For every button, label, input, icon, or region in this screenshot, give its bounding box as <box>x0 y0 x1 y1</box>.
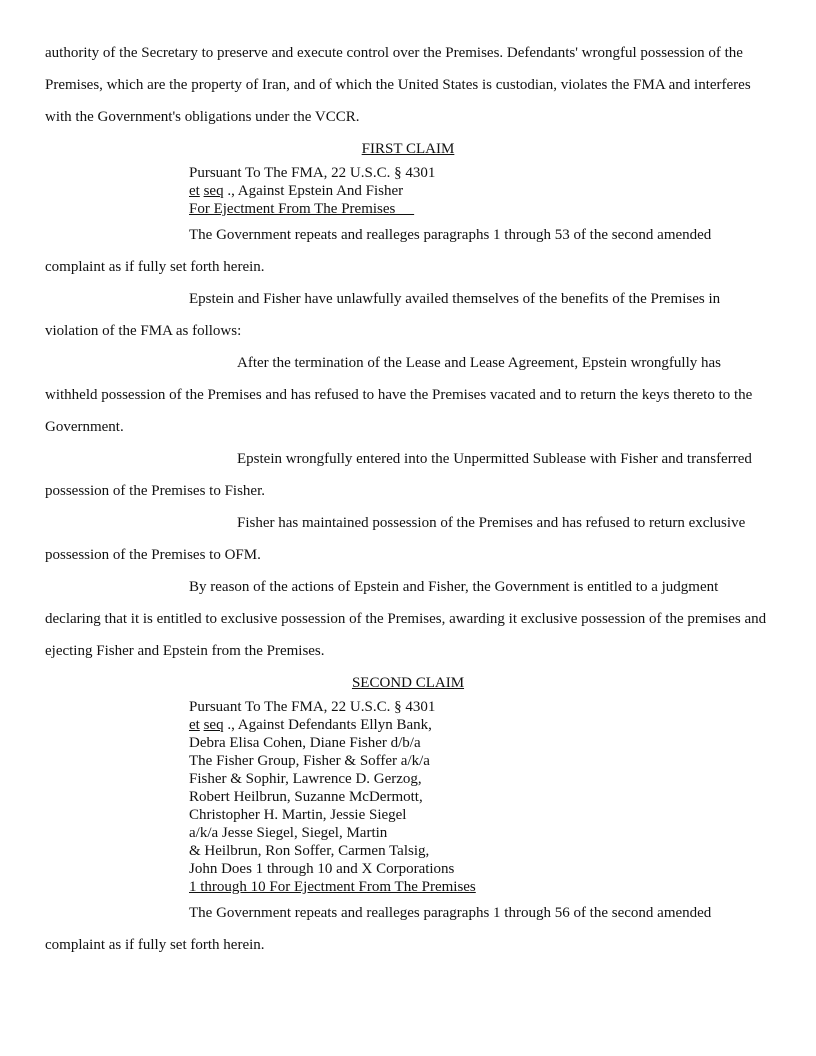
et-text: et <box>189 183 200 199</box>
first-claim-paragraph: Epstein and Fisher have unlawfully availed themselves of the benefits of the Premises in violation of the FMA as follows: <box>45 291 721 339</box>
first-claim-title: FIRST CLAIM <box>361 141 455 157</box>
second-claim-heading-line: Debra Elisa Cohen, Diane Fisher d/b/a <box>189 735 421 751</box>
seq-text: seq <box>203 183 224 199</box>
second-claim-heading-rest: ., Against Defendants Ellyn Bank, <box>223 717 432 733</box>
second-claim-heading-line: The Fisher Group, Fisher & Soffer a/k/a <box>189 753 430 769</box>
first-claim-paragraph: After the termination of the Lease and Lease Agreement, Epstein wrongfully has withheld possession of the Premises and has refused to have the Premises vacated and to return the keys thereto to the Government. <box>45 355 753 435</box>
seq-text: seq <box>203 717 224 733</box>
second-claim-heading-line: Fisher & Sophir, Lawrence D. Gerzog, <box>189 771 422 787</box>
first-claim-heading <box>189 164 589 218</box>
first-claim-paragraph: By reason of the actions of Epstein and Fisher, the Government is entitled to a judgment declaring that it is entitled to exclusive possession of the Premises, awarding it exclusive possession of the premises and ejecting Fisher and Epstein from the Premises. <box>45 579 767 659</box>
second-claim-heading-line: & Heilbrun, Ron Soffer, Carmen Talsig, <box>189 843 430 859</box>
first-claim-paragraph: Epstein wrongfully entered into the Unpermitted Sublease with Fisher and transferred possession of the Premises to Fisher. <box>45 451 752 499</box>
first-claim-heading-rest: ., Against Epstein And Fisher <box>223 183 404 199</box>
second-claim-heading-line: Pursuant To The FMA, 22 U.S.C. § 4301 <box>189 699 436 715</box>
second-claim-heading <box>189 698 589 896</box>
second-claim-paragraph: The Government repeats and realleges paragraphs 1 through 56 of the second amended complaint as if fully set forth herein. <box>45 905 712 953</box>
second-claim-heading-line: John Does 1 through 10 and X Corporations <box>189 861 455 877</box>
intro-paragraph: authority of the Secretary to preserve and execute control over the Premises. Defendants' wrongful possession of the Premises, which are the property of Iran, and of which the United States is custodian, violates the FMA and interferes with the Government's obligations under the VCCR. <box>45 45 751 125</box>
second-claim-heading-line <box>189 716 589 734</box>
first-claim-heading-line: For Ejectment From The Premises <box>189 201 415 217</box>
second-claim-title: SECOND CLAIM <box>351 675 465 691</box>
second-claim-heading-line: a/k/a Jesse Siegel, Siegel, Martin <box>189 825 388 841</box>
second-claim-heading-line: Robert Heilbrun, Suzanne McDermott, <box>189 789 423 805</box>
first-claim-heading-line <box>189 182 589 200</box>
second-claim-heading-line: 1 through 10 For Ejectment From The Premises <box>189 879 476 895</box>
first-claim-paragraph: Fisher has maintained possession of the Premises and has refused to return exclusive possession of the Premises to OFM. <box>45 515 746 563</box>
first-claim-heading-line: Pursuant To The FMA, 22 U.S.C. § 4301 <box>189 165 436 181</box>
first-claim-paragraph: The Government repeats and realleges paragraphs 1 through 53 of the second amended complaint as if fully set forth herein. <box>45 227 712 275</box>
second-claim-heading-line: Christopher H. Martin, Jessie Siegel <box>189 807 407 823</box>
et-text: et <box>189 717 200 733</box>
